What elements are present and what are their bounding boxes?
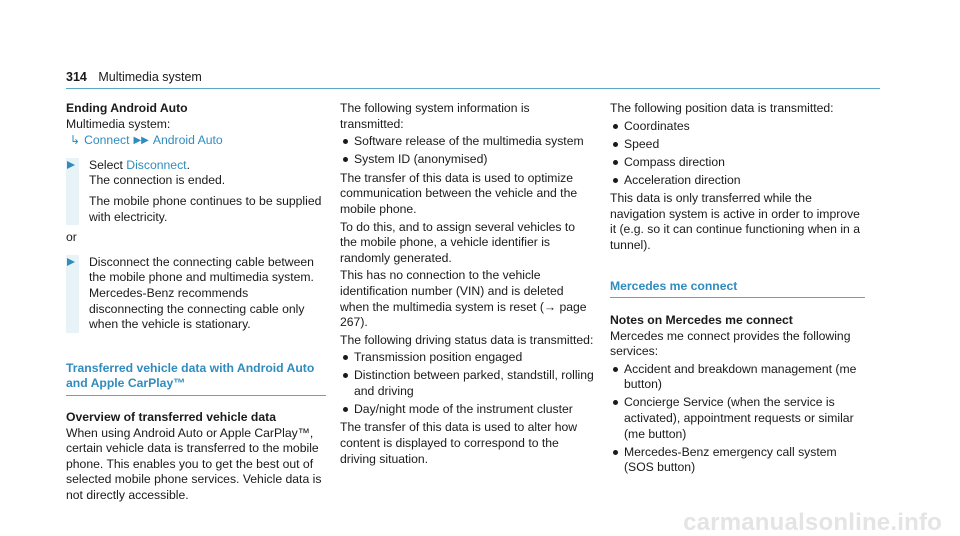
column-3 (610, 101, 865, 479)
section-title-mercedes-me-connect: Mercedes me connect (610, 279, 865, 299)
header-section: Multimedia system (98, 70, 202, 84)
overview-text: When using Android Auto or Apple CarPlay™, certain vehicle data is transferred to the mobile phone. This enables you to get the best out of selected mobile phone services. Vehicle data is not directly accessible. (66, 425, 322, 502)
step-instruction: Select Disconnect. The connection is ended. (89, 157, 226, 188)
list-item: Coordinates (610, 119, 865, 135)
watermark-logo: carmanualsonline.info (683, 509, 942, 536)
double-chevron-icon: ▶▶ (133, 135, 149, 147)
column-2 (340, 101, 595, 469)
list-item: Distinction between parked, standstill, rolling and driving (340, 368, 595, 399)
overview-title: Overview of transferred vehicle data (66, 409, 276, 424)
list-item: Transmission position engaged (340, 350, 595, 366)
services-list (610, 362, 865, 476)
step-disconnect-cable (66, 255, 326, 333)
list-item: Day/night mode of the instrument cluster (340, 402, 595, 418)
menu-path (70, 133, 326, 149)
return-arrow-icon: ↳ (70, 133, 81, 148)
section-title-transferred-data: Transferred vehicle data with Android Auto and Apple CarPlay™ (66, 361, 326, 396)
paragraph: The transfer of this data is used to optimize communication between the vehicle and the mobile phone. (340, 170, 578, 216)
step-result: The connection is ended. (89, 173, 226, 188)
step-select-disconnect (66, 158, 326, 225)
header-rule (66, 88, 880, 89)
system-info-list (340, 134, 595, 168)
list-item: Acceleration direction (610, 173, 865, 189)
notes-title: Notes on Mercedes me connect (610, 313, 793, 328)
position-data-list (610, 119, 865, 189)
paragraph: The transfer of this data is used to alter how content is displayed to correspond to the driving situation. (340, 420, 578, 466)
path-item-android-auto: Android Auto (152, 133, 223, 148)
list-item: Mercedes-Benz emergency call system (SOS button) (610, 445, 865, 476)
system-label: Multimedia system: (66, 116, 171, 131)
step-arrow-icon (67, 161, 75, 169)
list-item: Compass direction (610, 155, 865, 171)
step-arrow-icon (67, 258, 75, 266)
paragraph: This has no connection to the vehicle identification number (VIN) and is deleted when the multimedia system is reset (→ page 267). (340, 268, 587, 330)
page-number: 314 (66, 70, 87, 84)
step-note: The mobile phone continues to be supplied with electricity. (89, 193, 322, 224)
list-item: System ID (anonymised) (340, 152, 595, 168)
page-header (66, 70, 202, 86)
or-separator: or (66, 230, 77, 245)
position-data-intro: The following position data is transmitted: (610, 101, 834, 115)
paragraph: To do this, and to assign several vehicles to the mobile phone, a vehicle identifier is randomly generated. (340, 219, 576, 265)
driving-status-intro: The following driving status data is transmitted: (340, 332, 594, 347)
system-info-intro: The following system information is transmitted: (340, 101, 530, 131)
notes-intro: Mercedes me connect provides the following services: (610, 328, 851, 359)
step-text: Disconnect the connecting cable between the mobile phone and multimedia system. Mercedes-Benz recommends disconnecting the connecting cable only when the vehicle is stationary. (89, 254, 314, 332)
path-item-connect: Connect (84, 133, 130, 148)
section-heading-ending-android-auto: Ending Android Auto (66, 101, 188, 115)
list-item: Speed (610, 137, 865, 153)
list-item: Concierge Service (when the service is activated), appointment requests or similar (me button) (610, 395, 865, 442)
list-item: Accident and breakdown management (me button) (610, 362, 865, 393)
driving-status-list (340, 350, 595, 417)
list-item: Software release of the multimedia system (340, 134, 595, 150)
disconnect-link: Disconnect (126, 157, 187, 172)
paragraph: This data is only transferred while the navigation system is active in order to improve it (e.g. so it can continue functioning when in a tunnel). (610, 191, 860, 252)
column-1 (66, 101, 326, 505)
